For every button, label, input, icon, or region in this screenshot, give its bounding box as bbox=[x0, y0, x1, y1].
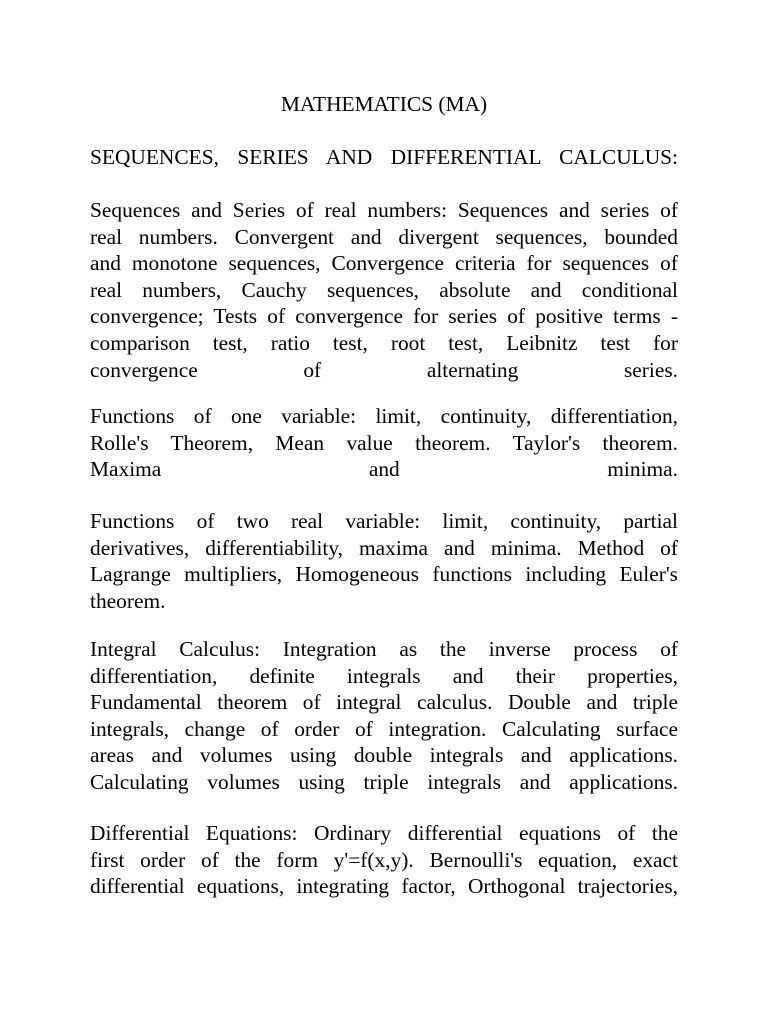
text-line: first order of the form y'=f(x,y). Bernoulli's equation, exact bbox=[90, 847, 678, 872]
text-line: convergence; Tests of convergence for series of positive terms - bbox=[90, 304, 678, 329]
text-line: and monotone sequences, Convergence criteria for sequences of bbox=[90, 251, 678, 276]
text-line: Fundamental theorem of integral calculus. Double and triple bbox=[90, 690, 678, 715]
text-line: Calculating volumes using triple integrals and applications. bbox=[90, 769, 678, 794]
text-line: Sequences and Series of real numbers: Sequences and series of bbox=[90, 198, 678, 222]
text-line: theorem. bbox=[90, 588, 166, 613]
text-line: Lagrange multipliers, Homogeneous functions including Euler's bbox=[90, 562, 678, 587]
text-line: differential equations, integrating factor, Orthogonal trajectories, bbox=[90, 874, 678, 899]
text-line: areas and volumes using double integrals and applications. bbox=[90, 743, 678, 768]
paragraph-integral-calculus bbox=[90, 636, 678, 796]
text-line: comparison test, ratio test, root test, Leibnitz test for bbox=[90, 330, 678, 355]
paragraph-functions-two-variable bbox=[90, 508, 678, 614]
text-line: real numbers, Cauchy sequences, absolute and conditional bbox=[90, 277, 678, 302]
text-line: Functions of one variable: limit, continuity, differentiation, bbox=[90, 404, 678, 428]
text-line: Integral Calculus: Integration as the inverse process of bbox=[90, 637, 678, 661]
text-line: derivatives, differentiability, maxima and minima. Method of bbox=[90, 535, 678, 560]
text-line: Differential Equations: Ordinary differential equations of the bbox=[90, 821, 678, 845]
text-line: differentiation, definite integrals and their properties, bbox=[90, 663, 678, 688]
text-line: Functions of two real variable: limit, continuity, partial bbox=[90, 509, 678, 533]
document-title: MATHEMATICS (MA) bbox=[280, 92, 488, 116]
text-line: integrals, change of order of integration. Calculating surface bbox=[90, 716, 678, 741]
paragraph-differential-equations bbox=[90, 820, 678, 900]
paragraph-sequences-series bbox=[90, 197, 678, 383]
section-heading: SEQUENCES, SERIES AND DIFFERENTIAL CALCULUS: bbox=[90, 145, 678, 169]
text-line: real numbers. Convergent and divergent sequences, bounded bbox=[90, 224, 678, 249]
text-line: Rolle's Theorem, Mean value theorem. Taylor's theorem. bbox=[90, 430, 678, 455]
paragraph-functions-one-variable bbox=[90, 403, 678, 483]
text-line: convergence of alternating series. bbox=[90, 357, 678, 382]
text-line: Maxima and minima. bbox=[90, 457, 678, 482]
